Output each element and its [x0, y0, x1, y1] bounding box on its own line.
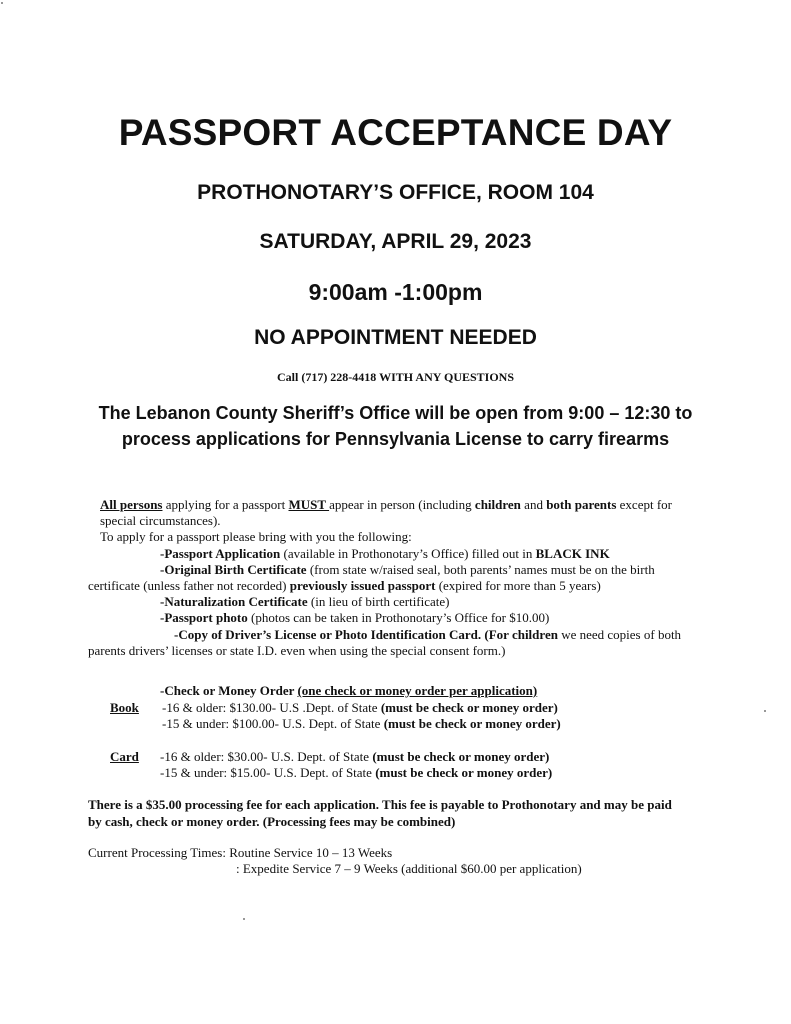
fee-card-1-note: (must be check or money order)	[372, 748, 550, 764]
sheriff-notice: The Lebanon County Sheriff’s Office will be open from 9:00 – 12:30 to process applications for Pennsylvania License to carry firearms	[98, 403, 693, 449]
fee-book-2-note: (must be check or money order)	[383, 716, 561, 731]
req-copy-title: -Copy of Driver’s License or Photo Identification Card. (For children	[174, 626, 558, 642]
children-text: children	[474, 497, 521, 512]
req-app-title: -Passport Application	[160, 545, 281, 561]
event-time: 9:00am -1:00pm	[308, 279, 483, 305]
fee-check-label: -Check or Money Order	[160, 683, 298, 698]
req-prev-passport: previously issued passport	[289, 578, 436, 594]
scan-speck	[764, 710, 766, 712]
fee-card-label: Card	[110, 748, 139, 764]
apply-line: To apply for a passport please bring with you the following:	[100, 529, 412, 545]
req-id-copy	[88, 627, 692, 659]
page-title: PASSPORT ACCEPTANCE DAY	[118, 112, 673, 153]
req-copy-text: we need copies of both parents drivers’ licenses or state I.D. even when using the special consent form.)	[88, 626, 682, 658]
intro-text-2: appear in person (including	[329, 497, 475, 512]
fee-book-row-1	[110, 700, 710, 717]
processing-fee-notice: There is a $35.00 processing fee for each application. This fee is payable to Prothonotary and may be paid by cash, check or money order. (Processing fees may be combined)	[88, 797, 672, 829]
req-photo-title: -Passport photo	[160, 610, 248, 626]
both-parents-text: both parents	[546, 497, 617, 512]
req-birth-certificate	[88, 562, 692, 594]
fee-card-row-1	[110, 749, 710, 766]
req-app-ink: BLACK INK	[535, 545, 610, 561]
fee-check-line	[110, 683, 710, 700]
no-appointment-notice: NO APPOINTMENT NEEDED	[254, 326, 537, 349]
fee-check-rule: (one check or money order per application)	[297, 683, 538, 698]
req-nat-text: (in lieu of birth certificate)	[307, 594, 450, 610]
fee-book-1-text: -16 & older: $130.00- U.S .Dept. of State	[162, 699, 381, 715]
intro-text-1: applying for a passport	[162, 497, 289, 512]
all-persons-text: All persons	[100, 497, 163, 512]
req-passport-application	[88, 546, 692, 562]
req-birth-text-2: (expired for more than 5 years)	[435, 578, 601, 594]
req-nat-title: -Naturalization Certificate	[160, 594, 308, 610]
must-text: MUST	[288, 497, 330, 512]
req-naturalization	[88, 594, 692, 610]
office-location: PROTHONOTARY’S OFFICE, ROOM 104	[197, 181, 594, 204]
requirements-section	[88, 497, 692, 659]
fee-card-1-text: -16 & older: $30.00- U.S. Dept. of State	[160, 748, 373, 764]
fee-schedule	[110, 683, 710, 782]
contact-phone-line: Call (717) 228-4418 WITH ANY QUESTIONS	[276, 370, 515, 384]
scan-speck	[243, 918, 245, 920]
event-date: SATURDAY, APRIL 29, 2023	[259, 230, 532, 253]
intro-text-3: and	[520, 497, 547, 512]
processing-times	[88, 845, 708, 877]
intro-paragraph	[88, 497, 692, 529]
processing-times-expedite: : Expedite Service 7 – 9 Weeks (additional $60.00 per application)	[236, 861, 582, 876]
fee-book-2-text: -15 & under: $100.00- U.S. Dept. of State	[162, 716, 384, 731]
intro-text-4: except for special circumstances).	[100, 497, 672, 529]
fee-card-2-note: (must be check or money order)	[375, 765, 553, 780]
scan-speck	[1, 2, 3, 4]
fee-book-row-2	[110, 716, 710, 733]
req-photo-text: (photos can be taken in Prothonotary’s Office for $10.00)	[247, 610, 550, 626]
req-app-text: (available in Prothonotary’s Office) filled out in	[280, 545, 536, 561]
req-birth-title: -Original Birth Certificate	[160, 561, 307, 577]
fee-card-row-2	[110, 765, 710, 782]
fee-book-label: Book	[110, 699, 139, 715]
fee-book-1-note: (must be check or money order)	[380, 699, 558, 715]
processing-times-routine: Current Processing Times: Routine Service 10 – 13 Weeks	[88, 845, 393, 860]
req-photo	[88, 610, 692, 626]
req-birth-text: (from state w/raised seal, both parents’ names must be on the birth certificate (unless father not recorded)	[88, 561, 655, 594]
fee-card-2-text: -15 & under: $15.00- U.S. Dept. of State	[160, 765, 376, 780]
